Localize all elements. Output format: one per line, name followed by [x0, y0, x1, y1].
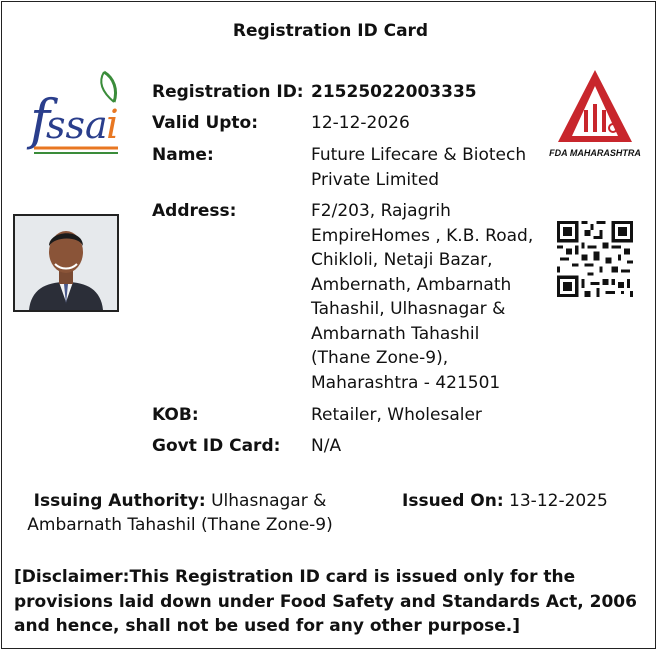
issued-on	[402, 489, 608, 513]
registration-id-card	[1, 1, 656, 649]
kob-label: KOB:	[152, 405, 199, 425]
address-value: F2/203, Rajagrih EmpireHomes , K.B. Road, Chikloli, Netaji Bazar, Ambernath, Ambarnath Tahashil, Ulhasnagar & Ambarnath Tahashil (Thane Zone-9), Maharashtra - 421501	[311, 201, 534, 393]
card-title: Registration ID Card	[232, 21, 429, 41]
valid-upto-value: 12-12-2026	[311, 113, 410, 133]
svg-text:f: f	[30, 88, 50, 151]
issued-on-value: 13-12-2025	[509, 491, 608, 511]
name-label: Name:	[152, 145, 214, 165]
svg-text:i: i	[106, 102, 119, 148]
issued-on-label: Issued On:	[402, 491, 504, 511]
valid-upto-label: Valid Upto:	[152, 113, 259, 133]
issuing-authority-value: Ulhasnagar & Ambarnath Tahashil (Thane Zone-9)	[27, 491, 333, 535]
disclaimer-text: [Disclaimer:This Registration ID card is issued only for the provisions laid down under Food Safety and Standards Act, 2006 and hence, shall not be used for any other purpose.]	[14, 567, 637, 636]
registration-id-label: Registration ID:	[152, 82, 304, 102]
registration-id-value: 21525022003335	[311, 82, 477, 102]
address-label: Address:	[152, 201, 237, 221]
fda-maharashtra-logo-icon	[549, 68, 641, 160]
qr-code-icon	[557, 221, 633, 297]
svg-text:FDA MAHARASHTRA: FDA MAHARASHTRA	[549, 148, 641, 158]
photo-avatar	[13, 214, 119, 312]
name-value: Future Lifecare & Biotech Private Limited	[311, 145, 527, 190]
issuing-authority-label: Issuing Authority:	[33, 491, 206, 511]
kob-value: Retailer, Wholesaler	[311, 405, 482, 425]
svg-text:ssa: ssa	[46, 103, 108, 147]
issuing-authority	[14, 489, 346, 537]
govt-id-card-label: Govt ID Card:	[152, 436, 281, 456]
govt-id-card-value: N/A	[311, 436, 342, 456]
fssai-logo-icon	[28, 68, 124, 164]
